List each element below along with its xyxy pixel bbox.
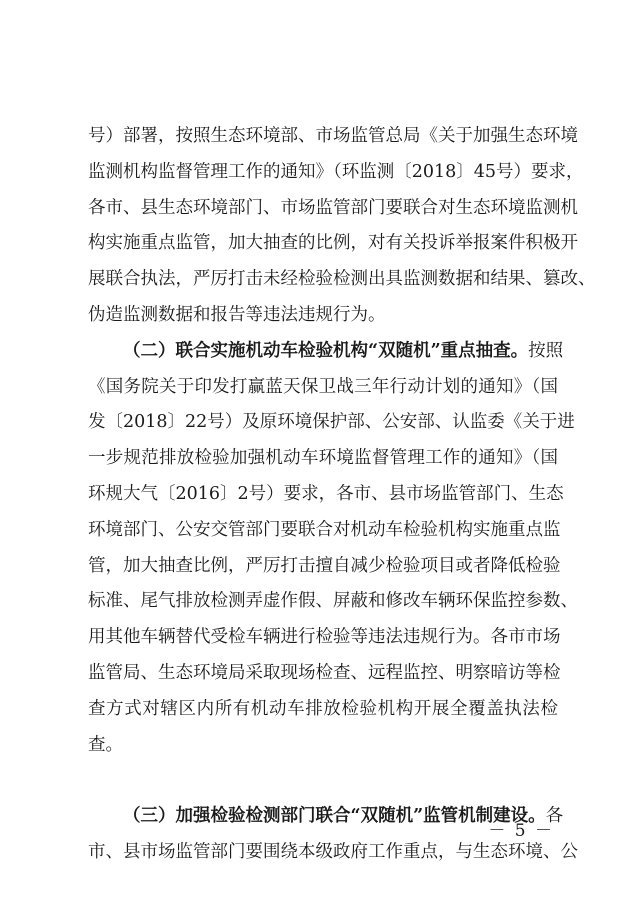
- section-2-first-line: [88, 334, 564, 370]
- paragraph-gap: [88, 763, 558, 799]
- paragraph-1-line: 展联合执法，严厉打击未经检验检测出具监测数据和结果、篡改、: [88, 269, 596, 290]
- section-3-first-line-rest: 各: [545, 806, 564, 827]
- paragraph-1-line: 各市、县生态环境部门、市场监管部门要联合对生态环境监测机: [88, 197, 578, 218]
- section-2-line: 标准、尾气排放检测弄虚作假、屏蔽和修改车辆环保监控参数、: [88, 591, 578, 612]
- paragraph-1-line: 伪造监测数据和报告等违法违规行为。: [88, 304, 386, 325]
- section-2-line: 查。: [88, 734, 123, 755]
- section-2-line: 监管局、生态环境局采取现场检查、远程监控、明察暗访等检: [88, 662, 561, 683]
- section-2-line: 环境部门、公安交管部门要联合对机动车检验机构实施重点监: [88, 519, 561, 540]
- page-number: － 5 －: [488, 821, 554, 841]
- section-2-line: 发〔2018〕22号）及原环境保护部、公安部、认监委《关于进: [88, 412, 575, 433]
- section-3-heading: （三）加强检验检测部门联合“双随机”监管机制建设。: [123, 806, 546, 827]
- paragraph-1-line: 号）部署，按照生态环境部、市场监管总局《关于加强生态环境: [88, 126, 578, 146]
- section-2-first-line-rest: 按照: [528, 340, 564, 361]
- section-2-line: 《国务院关于印发打赢蓝天保卫战三年行动计划的通知》（国: [88, 376, 558, 397]
- section-2-line: 用其他车辆替代受检车辆进行检验等违法违规行为。各市市场: [88, 627, 561, 648]
- paragraph-1-line: 监测机构监督管理工作的通知》（环监测〔2018〕45号）要求，: [88, 161, 584, 182]
- section-2-heading: （二）联合实施机动车检验机构“双随机”重点抽查。: [123, 340, 529, 361]
- section-2-line: 环规大气〔2016〕2号）要求，各市、县市场监管部门、生态: [88, 483, 564, 504]
- paragraph-1-line: 构实施重点监管，加大抽查的比例，对有关投诉举报案件积极开: [88, 233, 578, 254]
- section-2-line: 查方式对辖区内所有机动车排放检验机构开展全覆盖执法检: [88, 698, 558, 719]
- section-2-line: 一步规范排放检验加强机动车环境监督管理工作的通知》（国: [88, 448, 558, 469]
- body-text: [88, 119, 596, 871]
- section-3-line: 市、县市场监管部门要围绕本级政府工作重点，与生态环境、公: [88, 842, 578, 863]
- section-2-line: 管，加大抽查比例，严厉打击擅自减少检验项目或者降低检验: [88, 555, 561, 576]
